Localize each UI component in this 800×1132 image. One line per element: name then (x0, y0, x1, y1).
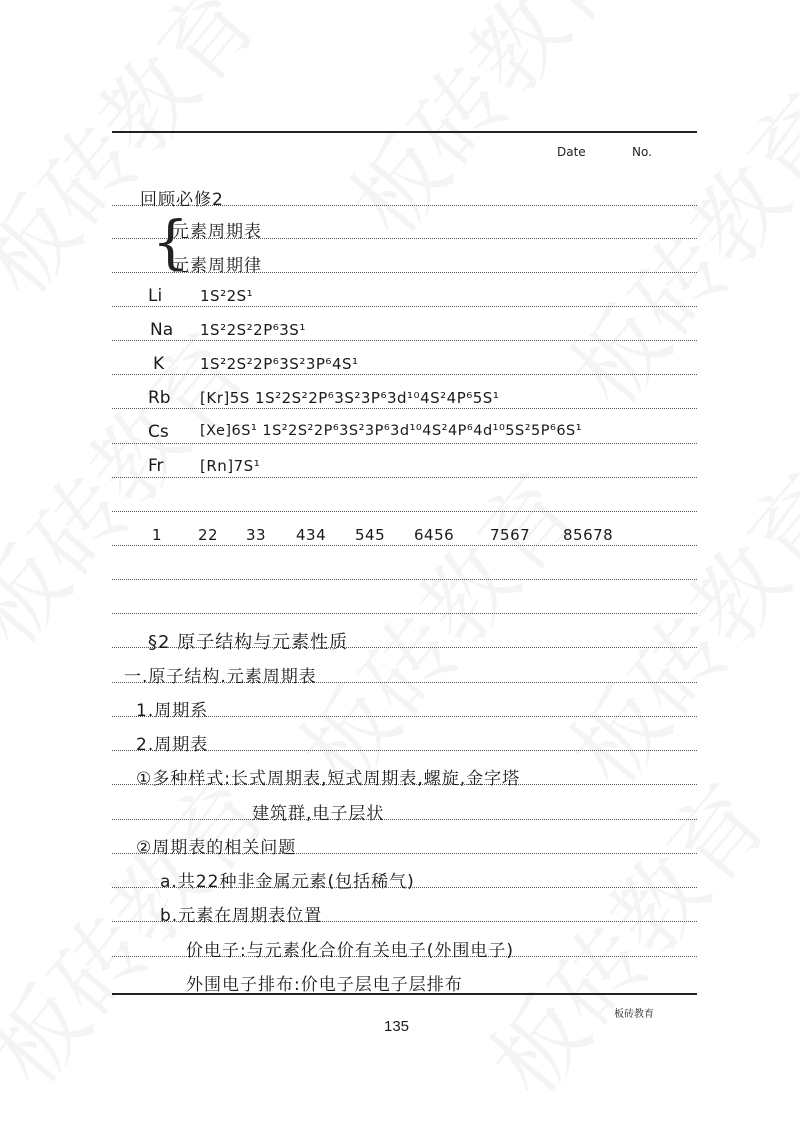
brace-item: 元素周期律 (172, 256, 262, 276)
list-item: b.元素在周期表位置 (160, 906, 323, 926)
sequence-number: 6456 (414, 526, 455, 544)
subsection-title: 一.原子结构.元素周期表 (124, 667, 317, 687)
watermark (315, 0, 653, 259)
sequence-number: 545 (355, 526, 386, 544)
watermark (0, 743, 293, 1110)
sequence-number: 85678 (563, 526, 614, 544)
footer-rule (112, 993, 697, 995)
electron-config: 1S²2S²2P⁶3S¹ (200, 321, 306, 339)
review-title: 回顾必修2 (140, 190, 224, 210)
ruled-line (112, 477, 697, 478)
sequence-number: 22 (198, 526, 219, 544)
element-symbol: Rb (148, 388, 171, 408)
ruled-line (112, 408, 697, 409)
ruled-line (112, 579, 697, 580)
ruled-line (112, 443, 697, 444)
watermark (265, 443, 603, 810)
element-symbol: K (153, 354, 165, 374)
element-symbol: Fr (148, 456, 164, 476)
no-label: No. (632, 145, 652, 159)
brace-item: 元素周期表 (172, 222, 262, 242)
list-item: ②周期表的相关问题 (136, 838, 297, 858)
sequence-number: 7567 (490, 526, 531, 544)
electron-config: [Kr]5S 1S²2S²2P⁶3S²3P⁶3d¹⁰4S²4P⁶5S¹ (200, 389, 500, 407)
sequence-number: 1 (152, 526, 163, 544)
page-number: 135 (384, 1018, 410, 1035)
brace-mark: { (152, 208, 189, 276)
ruled-line (112, 340, 697, 341)
ruled-line (112, 613, 697, 614)
sequence-number: 33 (246, 526, 267, 544)
ruled-line (112, 545, 697, 546)
element-symbol: Li (148, 286, 163, 306)
list-item: a.共22种非金属元素(包括稀气) (160, 872, 415, 892)
element-symbol: Cs (148, 422, 169, 442)
header-rule (112, 131, 697, 133)
watermark (535, 443, 800, 810)
electron-config: 1S²2S²2P⁶3S²3P⁶4S¹ (200, 355, 359, 373)
ruled-line (112, 819, 697, 820)
list-item: 2.周期表 (136, 735, 209, 755)
date-label: Date (557, 145, 586, 159)
ruled-line (112, 511, 697, 512)
electron-config: [Rn]7S¹ (200, 457, 261, 475)
list-item: 1.周期系 (136, 701, 209, 721)
ruled-line (112, 374, 697, 375)
element-symbol: Na (150, 320, 174, 340)
list-item: 外围电子排布:价电子层电子层排布 (186, 975, 463, 995)
electron-config: [Xe]6S¹ 1S²2S²2P⁶3S²3P⁶3d¹⁰4S²4P⁶4d¹⁰5S²5P⁶6S¹ (200, 423, 583, 439)
list-item: 建筑群,电子层状 (252, 804, 385, 824)
section-heading: §2 原子结构与元素性质 (148, 632, 349, 653)
publisher-label: 板砖教育 (614, 1009, 654, 1020)
ruled-line (112, 306, 697, 307)
sequence-number: 434 (296, 526, 327, 544)
list-item: ①多种样式:长式周期表,短式周期表,螺旋,金字塔 (136, 769, 521, 789)
electron-config: 1S²2S¹ (200, 287, 254, 305)
list-item: 价电子:与元素化合价有关电子(外围电子) (186, 941, 514, 961)
